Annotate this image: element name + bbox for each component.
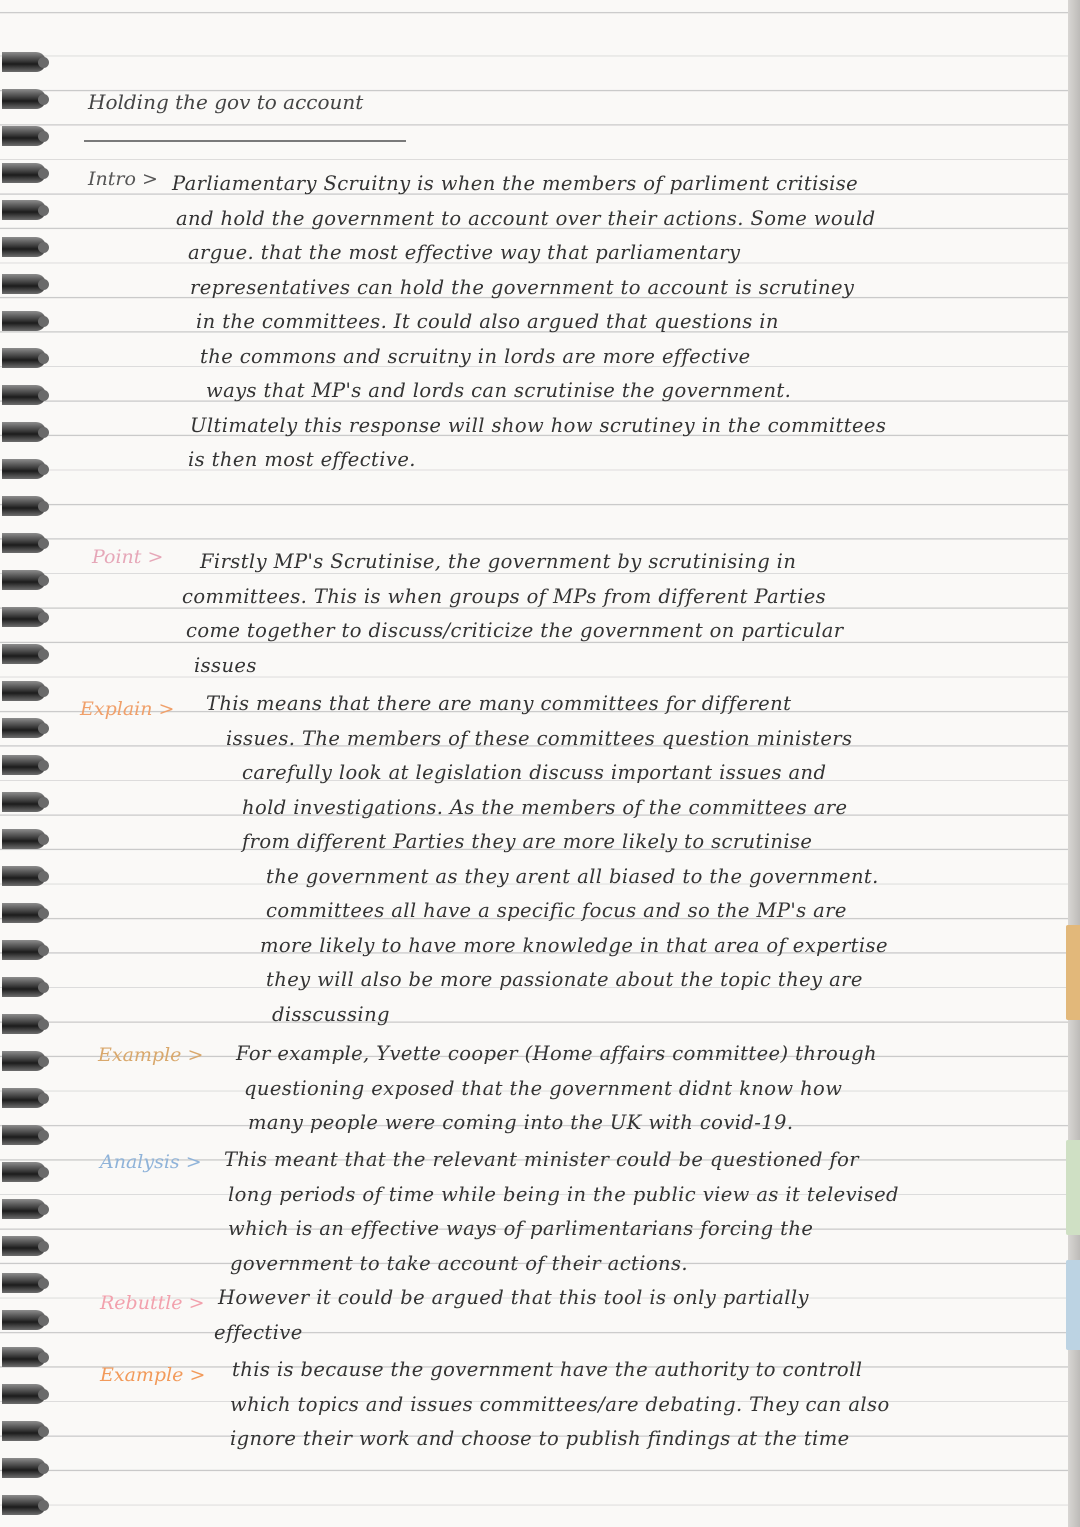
note-line: questioning exposed that the government didnt know how bbox=[244, 1076, 843, 1100]
note-line: This meant that the relevant minister could be questioned for bbox=[224, 1148, 859, 1171]
punch-hole bbox=[38, 686, 49, 697]
punch-hole bbox=[38, 1056, 49, 1067]
note-line: they will also be more passionate about the topic they are bbox=[266, 968, 863, 991]
punch-hole bbox=[38, 1278, 49, 1289]
section-label: Rebuttle > bbox=[100, 1292, 205, 1314]
section-label: Example > bbox=[98, 1044, 204, 1066]
punch-hole bbox=[38, 1204, 49, 1215]
note-line: is then most effective. bbox=[188, 448, 416, 471]
punch-hole bbox=[38, 353, 49, 364]
divider-tab-orange bbox=[1066, 925, 1080, 1020]
punch-hole bbox=[38, 1352, 49, 1363]
section-label: Analysis > bbox=[100, 1151, 202, 1173]
spiral-binding bbox=[0, 0, 70, 1527]
note-line: in the committees. It could also argued that questions in bbox=[196, 310, 779, 333]
punch-hole bbox=[38, 908, 49, 919]
punch-hole bbox=[38, 834, 49, 845]
punch-hole bbox=[38, 168, 49, 179]
divider-tab-green bbox=[1066, 1140, 1080, 1235]
section-label: Explain > bbox=[80, 698, 175, 720]
note-line: the commons and scruitny in lords are more effective bbox=[200, 344, 751, 368]
punch-hole bbox=[38, 427, 49, 438]
page-title: Holding the gov to account bbox=[88, 90, 364, 114]
punch-hole bbox=[38, 1389, 49, 1400]
punch-hole bbox=[38, 871, 49, 882]
title-underline bbox=[84, 140, 406, 142]
note-line: representatives can hold the government to account is scrutiney bbox=[190, 275, 855, 299]
note-line: government to take account of their actions. bbox=[230, 1251, 689, 1275]
note-line: many people were coming into the UK with covid-19. bbox=[248, 1111, 794, 1134]
punch-hole bbox=[38, 982, 49, 993]
note-line: committees all have a specific focus and so the MP's are bbox=[266, 899, 847, 922]
punch-hole bbox=[38, 945, 49, 956]
note-line: issues. The members of these committees question ministers bbox=[226, 726, 853, 750]
note-line: hold investigations. As the members of the committees are bbox=[242, 795, 848, 819]
note-line: effective bbox=[214, 1320, 303, 1344]
punch-hole bbox=[38, 1315, 49, 1326]
note-line: this is because the government have the authority to controll bbox=[232, 1358, 863, 1381]
punch-hole bbox=[38, 1093, 49, 1104]
punch-hole bbox=[38, 1019, 49, 1030]
punch-hole bbox=[38, 1463, 49, 1474]
punch-hole bbox=[38, 1130, 49, 1141]
punch-hole bbox=[38, 316, 49, 327]
punch-hole bbox=[38, 538, 49, 549]
note-line: and hold the government to account over their actions. Some would bbox=[176, 206, 876, 230]
note-line: Ultimately this response will show how scrutiney in the committees bbox=[190, 413, 887, 437]
punch-hole bbox=[38, 501, 49, 512]
note-line: Firstly MP's Scrutinise, the government by scrutinising in bbox=[200, 550, 797, 573]
punch-hole bbox=[38, 464, 49, 475]
punch-hole bbox=[38, 612, 49, 623]
note-line: come together to discuss/criticize the government on particular bbox=[186, 619, 844, 642]
note-line: ignore their work and choose to publish findings at the time bbox=[230, 1427, 850, 1450]
note-line: For example, Yvette cooper (Home affairs committee) through bbox=[236, 1042, 877, 1065]
punch-hole bbox=[38, 723, 49, 734]
punch-hole bbox=[38, 131, 49, 142]
note-line: more likely to have more knowledge in that area of expertise bbox=[260, 933, 888, 957]
note-line: long periods of time while being in the public view as it televised bbox=[228, 1182, 899, 1206]
note-line: issues bbox=[194, 653, 257, 677]
note-line: committees. This is when groups of MPs from different Parties bbox=[182, 584, 827, 608]
punch-hole bbox=[38, 1500, 49, 1511]
punch-hole bbox=[38, 1241, 49, 1252]
note-line: which topics and issues committees/are debating. They can also bbox=[230, 1392, 890, 1416]
note-line: from different Parties they are more likely to scrutinise bbox=[242, 830, 813, 853]
note-line: argue. that the most effective way that parliamentary bbox=[188, 241, 741, 264]
note-line: which is an effective ways of parlimentarians forcing the bbox=[228, 1217, 814, 1240]
section-label: Example > bbox=[100, 1364, 206, 1386]
punch-hole bbox=[38, 94, 49, 105]
punch-hole bbox=[38, 575, 49, 586]
section-label: Point > bbox=[92, 546, 164, 568]
punch-hole bbox=[38, 57, 49, 68]
note-line: This means that there are many committees for different bbox=[206, 692, 792, 715]
punch-hole bbox=[38, 797, 49, 808]
punch-hole bbox=[38, 205, 49, 216]
punch-hole bbox=[38, 649, 49, 660]
note-line: disscussing bbox=[272, 1002, 390, 1026]
divider-tab-blue bbox=[1066, 1260, 1080, 1350]
note-line: However it could be argued that this tool is only partially bbox=[218, 1286, 809, 1309]
punch-hole bbox=[38, 279, 49, 290]
punch-hole bbox=[38, 242, 49, 253]
punch-hole bbox=[38, 1426, 49, 1437]
punch-hole bbox=[38, 760, 49, 771]
punch-hole bbox=[38, 390, 49, 401]
punch-hole bbox=[38, 1167, 49, 1178]
note-line: Parliamentary Scruitny is when the members of parliment critisise bbox=[172, 172, 859, 195]
note-line: ways that MP's and lords can scrutinise the government. bbox=[206, 379, 792, 402]
note-line: carefully look at legislation discuss important issues and bbox=[242, 761, 827, 784]
section-label: Intro > bbox=[88, 168, 158, 190]
note-line: the government as they arent all biased to the government. bbox=[266, 864, 879, 888]
